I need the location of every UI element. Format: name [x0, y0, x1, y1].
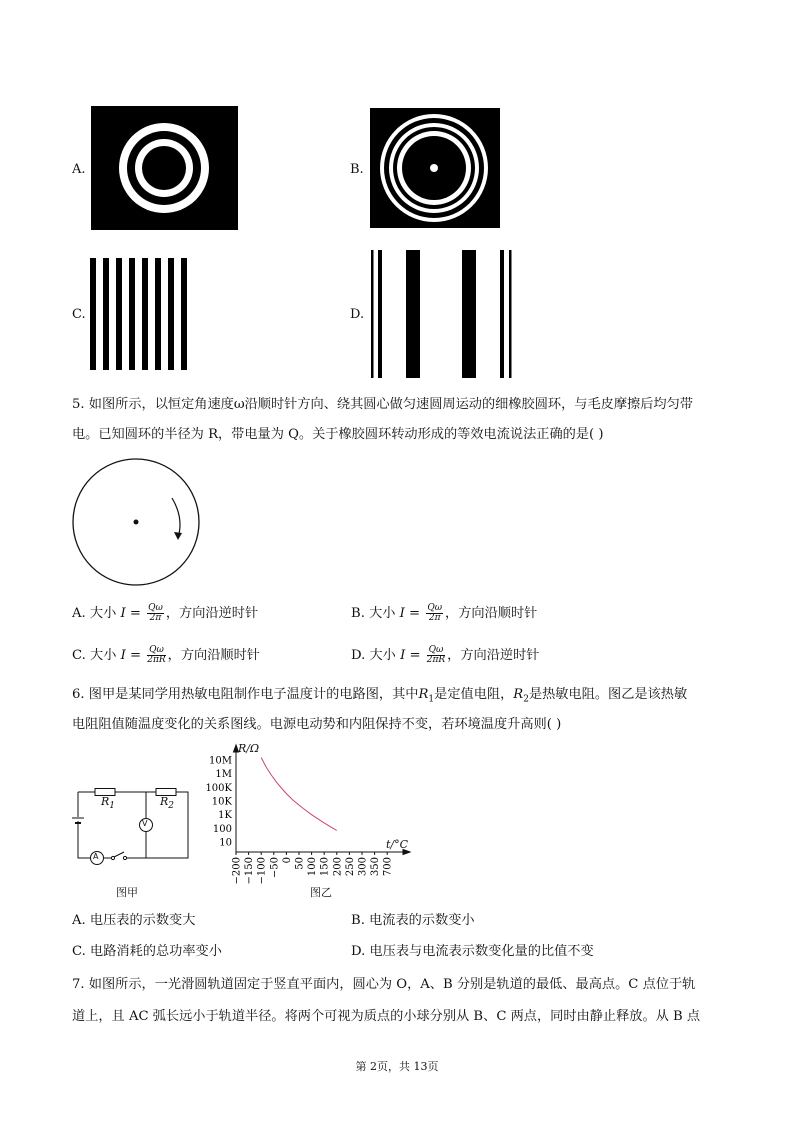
x-tick-label: 100 — [307, 857, 319, 877]
x-tick-label: −50 — [269, 857, 281, 879]
option-b-image — [370, 108, 500, 228]
x-tick-label: 150 — [319, 857, 331, 877]
rotating-ring-figure — [70, 456, 210, 600]
circuit-r2-label: $R_2$ — [160, 795, 175, 812]
q6-option-a: A. 电压表的示数变大 — [72, 913, 196, 928]
circuit-diagram — [68, 782, 193, 876]
y-tick-label: 1K — [218, 810, 232, 822]
q6-stem-line1: 6. 图甲是某同学用热敏电阻制作电子温度计的电路图，其中$R_1$是定值电阻，$R_2$是热敏电阻。图乙是该热敏 — [72, 687, 688, 705]
chart-caption: 图乙 — [310, 886, 332, 899]
x-tick-label: −100 — [256, 857, 268, 885]
q7-stem-line2: 道上，且 AC 弧长远小于轨道半径。将两个可视为质点的小球分别从 B、C 两点，同时由静止释放。从 B 点 — [72, 1009, 701, 1024]
y-tick-label: 10M — [209, 755, 232, 767]
x-tick-label: −200 — [231, 857, 243, 885]
x-tick-label: 200 — [332, 857, 344, 877]
option-d-label: D. — [350, 307, 365, 322]
circuit-r1-label: $R_1$ — [101, 795, 116, 812]
q5-option-d: D. 大小 I = $\frac{Q\omega}{2\pi R}$ ，方向沿逆时针 — [351, 645, 540, 665]
q6-stem-line2: 电阻阻值随温度变化的关系图线。电源电动势和内阻保持不变，若环境温度升高则( ) — [72, 717, 562, 732]
q5-option-c: C. 大小 I = $\frac{Q\omega}{2\pi R}$ ，方向沿顺时针 — [72, 645, 260, 665]
circuit-caption: 图甲 — [116, 886, 138, 899]
y-axis-label: R/Ω — [238, 742, 260, 755]
x-tick-label: 250 — [344, 857, 356, 877]
x-axis-label: t/°C — [386, 838, 409, 851]
q5-stem-line2: 电。已知圆环的半径为 R，带电量为 Q。关于橡胶圆环转动形成的等效电流说法正确的是( ) — [72, 427, 604, 442]
q5-option-a: A. 大小 I = $\frac{Q\omega}{2\pi}$ ，方向沿逆时针 — [72, 603, 259, 623]
x-tick-label: 0 — [281, 857, 293, 864]
option-c-label: C. — [72, 307, 86, 322]
y-tick-label: 10 — [219, 837, 232, 849]
ammeter-symbol: A — [93, 852, 99, 861]
x-tick-label: 50 — [294, 857, 306, 870]
x-tick-label: −150 — [244, 857, 256, 885]
q5-option-b: B. 大小 I = $\frac{Q\omega}{2\pi}$ ，方向沿顺时针 — [351, 603, 538, 623]
y-tick-label: 100 — [212, 823, 232, 835]
page-footer: 第 2页，共 13页 — [355, 1060, 439, 1073]
voltmeter-symbol: V — [142, 819, 148, 828]
q6-option-c: C. 电路消耗的总功率变小 — [72, 944, 222, 959]
y-tick-label: 100K — [205, 782, 232, 794]
x-tick-label: 300 — [357, 857, 369, 877]
x-tick-label: 350 — [370, 857, 382, 877]
option-a-label: A. — [72, 162, 86, 177]
q6-option-d: D. 电压表与电流表示数变化量的比值不变 — [351, 944, 594, 959]
option-a-image — [91, 106, 238, 230]
option-c-image — [90, 258, 190, 374]
y-tick-label: 10K — [211, 796, 232, 808]
x-tick-label: 700 — [382, 857, 394, 877]
y-tick-label: 1M — [215, 769, 232, 781]
q7-stem-line1: 7. 如图所示，一光滑圆轨道固定于竖直平面内，圆心为 O，A、B 分别是轨道的最低、最高点。C 点位于轨 — [72, 977, 696, 992]
q5-stem-line1: 5. 如图所示，以恒定角速度ω沿顺时针方向、绕其圆心做匀速圆周运动的细橡胶圆环，与毛皮摩擦后均匀带 — [72, 397, 693, 412]
q6-option-b: B. 电流表的示数变小 — [351, 913, 475, 928]
series-line — [261, 758, 337, 831]
option-d-image — [369, 250, 514, 382]
resistance-temperature-chart — [200, 740, 415, 904]
option-b-label: B. — [350, 162, 364, 177]
